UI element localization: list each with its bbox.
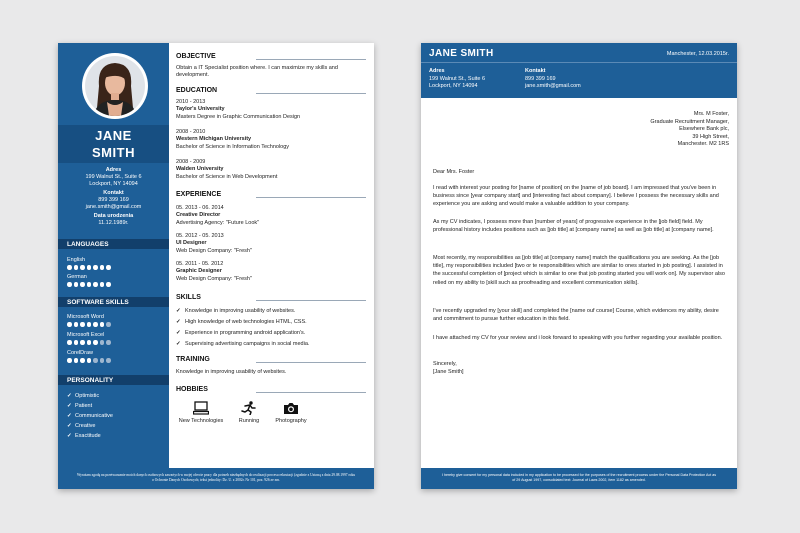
check-icon: ✓ [176, 341, 181, 347]
experience-heading: EXPERIENCE [176, 191, 222, 198]
dob: 11.12.1989r. [98, 220, 129, 226]
divider [256, 300, 366, 301]
letter-paragraph: I read with interest your posting for [name of position] on the [name of job board]. I am impressed that you've been in business since [year company start] and [interesting fact about company]. I believe I possess the necessary skills and experience you are asking and would make a valuable addition to your company. [433, 185, 719, 208]
rating-dot-filled [87, 265, 92, 270]
hobby-running: Running [228, 401, 270, 424]
rating-dot-filled [93, 340, 98, 345]
rating-dot-filled [74, 322, 79, 327]
letter-paragraph: As my CV indicates, I possess more than [number of years] of progressive experience in the [job field] field. My professional history includes positions such as [job title] at [company name] as well as [job title] at [company name]. [433, 219, 714, 234]
skill-label: German [67, 274, 87, 280]
letter-paragraph: I have attached my CV for your review and i look forward to speaking with you further regarding your available position. [433, 335, 723, 341]
education-heading: EDUCATION [176, 87, 218, 94]
check-icon: ✓ [176, 319, 181, 325]
skill-item: ✓ Experience in programming android application's. [176, 330, 306, 336]
letter-address: Adres 199 Walnut St., Suite 6 Lockport, NY 14094 [429, 68, 486, 89]
personality-item: ✓ Patient [67, 403, 93, 409]
rating-dot-filled [74, 265, 79, 270]
skill-rating [67, 265, 111, 270]
skill-rating [67, 282, 111, 287]
rating-dot-filled [87, 358, 92, 363]
skills-heading: SKILLS [176, 294, 201, 301]
last-name: SMITH [92, 145, 135, 160]
rating-dot-empty [106, 340, 111, 345]
rating-dot-empty [100, 340, 105, 345]
dob-label: Data urodzenia [93, 213, 134, 219]
rating-dot-filled [74, 340, 79, 345]
rating-dot-empty [93, 358, 98, 363]
personality-item: ✓ Exactitude [67, 433, 101, 439]
check-icon: ✓ [67, 403, 72, 409]
letter-paragraph: I've recently upgraded my [your skill] and completed the [name ouf course] Course, which evidences my ability, desire and commitment to pursue further education in this field. [433, 308, 719, 323]
objective-text: Obtain a IT Specialist position where. I can maximize my skills and development. [176, 65, 338, 79]
letter-contact: Kontakt 899 399 169 jane.smith@gmail.com [525, 68, 581, 89]
skill-item: ✓ Knowledge in improving usability of websites. [176, 308, 296, 314]
rating-dot-filled [100, 322, 105, 327]
letter-name: JANE SMITH [429, 48, 494, 59]
rating-dot-filled [80, 340, 85, 345]
divider [256, 197, 366, 198]
rating-dot-filled [80, 282, 85, 287]
hobbies-heading: HOBBIES [176, 386, 208, 393]
rating-dot-filled [80, 322, 85, 327]
rating-dot-filled [74, 358, 79, 363]
rating-dot-filled [67, 358, 72, 363]
letter-page [421, 43, 737, 489]
skill-label: English [67, 257, 86, 263]
letter-footer-consent: I hereby give consent for my personal data included in my application to be processed for the purposes of the recruitment process under the Personal Data Protection Act as of 29 August 1997, consolidated text: Journal of Laws 2002, item 1182 as amended. [421, 468, 737, 489]
cv-sidebar [58, 43, 169, 468]
divider [256, 59, 366, 60]
rating-dot-filled [93, 282, 98, 287]
phone: 899 399 169 [98, 197, 129, 203]
address-label: Adres [105, 167, 122, 173]
personality-item: ✓ Optimistic [67, 393, 100, 399]
rating-dot-empty [100, 358, 105, 363]
contact-block [58, 165, 169, 227]
email: jane.smith@gmail.com [85, 204, 142, 210]
letter-date: Manchester, 12.03.2015r. [666, 51, 729, 57]
languages-heading: LANGUAGES [58, 239, 169, 249]
recipient-block: Mrs. M Foster, Graduate Recruitment Manager, Elsewhere Bank plc, 39 High Street, Manchester. M2 1RS [650, 111, 729, 148]
greeting: Dear Mrs. Foster [433, 169, 475, 175]
computer-icon [193, 401, 209, 415]
header-divider [421, 62, 737, 63]
runner-icon [241, 401, 257, 415]
first-name: JANE [95, 128, 132, 143]
rating-dot-filled [87, 340, 92, 345]
personality-heading: PERSONALITY [58, 375, 169, 385]
personality-item: ✓ Creative [67, 423, 96, 429]
experience-entry: 05. 2011 - 05. 2012 Graphic Designer Web Design Company: "Fresh" [176, 261, 252, 282]
closing: Sincerely, [433, 361, 457, 367]
skill-item: ✓ Supervising advertising campaigns in social media. [176, 341, 310, 347]
name-band [58, 125, 169, 163]
hobby-new-technologies: New Technologies [176, 401, 226, 424]
personality-item: ✓ Communicative [67, 413, 113, 419]
software-heading: SOFTWARE SKILLS [58, 297, 169, 307]
skill-rating [67, 322, 111, 327]
skill-item: ✓ High knowledge of web technologies HTML, CSS. [176, 319, 307, 325]
rating-dot-filled [67, 282, 72, 287]
rating-dot-filled [87, 322, 92, 327]
rating-dot-empty [106, 358, 111, 363]
rating-dot-filled [106, 282, 111, 287]
education-entry: 2010 - 2013 Taylor's University Masters Degree in Graphic Communication Design [176, 99, 301, 120]
address-line1: 199 Walnut St., Suite 6 [85, 174, 142, 180]
skill-rating [67, 340, 111, 345]
check-icon: ✓ [176, 308, 181, 314]
letter-header [421, 43, 737, 98]
rating-dot-filled [106, 265, 111, 270]
hobby-photography: Photography [268, 401, 314, 424]
rating-dot-filled [80, 265, 85, 270]
divider [256, 93, 366, 94]
rating-dot-filled [67, 265, 72, 270]
rating-dot-filled [74, 282, 79, 287]
divider [256, 362, 366, 363]
education-entry: 2008 - 2010 Western Michigan University Bachelor of Science in Information Technology [176, 129, 290, 150]
signature: [Jane Smith] [433, 369, 464, 375]
experience-entry: 05. 2012 - 05. 2013 UI Designer Web Design Company: "Fresh" [176, 233, 252, 254]
letter-paragraph: Most recently, my responsibilities as [job title] at [company name] match the qualifications you are seeking. As the [job title], my responsibilities included [two or te responsibilities which are similar to ones started in job posting]. I assisted in the successful completion of [project which is similar to one that job posting started you will work on]. My supervisor also relied on my ability to [skill such as proofreading and excellent communication skills]. [433, 255, 725, 286]
skill-label: CorelDraw [67, 350, 93, 356]
skill-label: Microsoft Word [67, 314, 104, 320]
check-icon: ✓ [67, 423, 72, 429]
training-heading: TRAINING [176, 356, 210, 363]
training-text: Knowledge in improving usability of websites. [176, 369, 287, 375]
rating-dot-filled [100, 265, 105, 270]
check-icon: ✓ [67, 393, 72, 399]
check-icon: ✓ [176, 330, 181, 336]
objective-heading: OBJECTIVE [176, 53, 216, 60]
rating-dot-empty [106, 322, 111, 327]
divider [256, 392, 366, 393]
rating-dot-filled [100, 282, 105, 287]
skill-label: Microsoft Excel [67, 332, 105, 338]
cv-page [58, 43, 374, 489]
experience-entry: 05. 2013 - 06. 2014 Creative Director Advertising Agency: "Future Look" [176, 205, 260, 226]
education-entry: 2008 - 2009 Walden University Bachelor of Science in Web Development [176, 159, 278, 180]
rating-dot-filled [93, 322, 98, 327]
rating-dot-filled [87, 282, 92, 287]
rating-dot-filled [67, 322, 72, 327]
rating-dot-filled [93, 265, 98, 270]
rating-dot-filled [67, 340, 72, 345]
check-icon: ✓ [67, 413, 72, 419]
skill-rating [67, 358, 111, 363]
check-icon: ✓ [67, 433, 72, 439]
cv-footer-consent: Wyrażam zgodę na przetwarzanie moich danych osobowych zawartych w mojej ofercie pracy dla potrzeb niezbędnych do realizacji procesu rekrutacji (zgodnie z Ustawą z dnia 29.08.1997 roku o Ochronie Danych Osobowych; tekst jednolity: Dz. U. z 2002r. Nr 101, poz. 926 ze zm. [58, 468, 374, 489]
profile-photo [82, 53, 148, 119]
camera-icon [283, 401, 299, 415]
address-line2: Lockport, NY 14094 [89, 181, 138, 187]
contact-label: Kontakt [103, 190, 124, 196]
rating-dot-filled [80, 358, 85, 363]
